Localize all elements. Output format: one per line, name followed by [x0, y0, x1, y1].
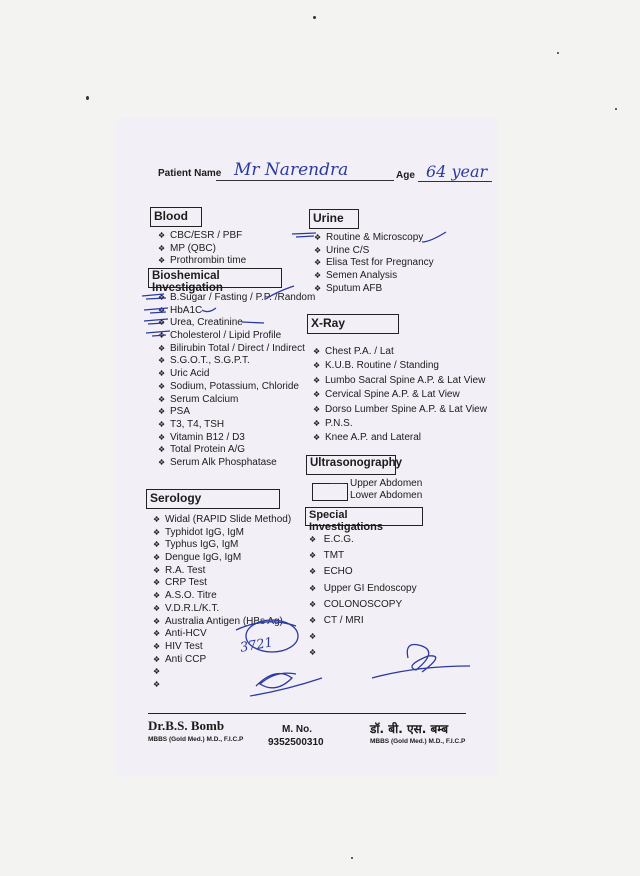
list-item: ❖ Total Protein A/G [158, 444, 246, 456]
list-item: ❖ Prothrombin time [158, 255, 247, 267]
age-label: Age [396, 170, 415, 181]
list-item: ❖ TMT [309, 550, 345, 562]
doctor-name-hi: डॉ. बी. एस. बम्ब [370, 722, 449, 736]
qualification-en: MBBS (Gold Med.) M.D., F.I.C.P [148, 736, 244, 743]
scan-speck [557, 52, 559, 54]
list-item: ❖ Anti-HCV [153, 628, 207, 640]
list-item: ❖ Serum Calcium [158, 393, 239, 405]
list-item: ❖ Urea, Creatinine [158, 317, 243, 329]
list-item: ❖ ECHO [309, 566, 353, 578]
list-item: ❖ Anti CCP [153, 653, 207, 665]
scan-speck [313, 16, 316, 19]
list-item: ❖ CT / MRI [309, 614, 364, 626]
scan-speck [351, 857, 353, 859]
list-item: ❖ HIV Test [153, 640, 203, 652]
list-item: ❖ PSA [158, 406, 191, 418]
list-item: ❖ Semen Analysis [314, 270, 398, 282]
patient-name-label: Patient Name [158, 168, 222, 179]
list-item: ❖ Dengue IgG, IgM [153, 552, 242, 564]
list-item: ❖ A.S.O. Titre [153, 590, 217, 602]
list-item: ❖ Sodium, Potassium, Chloride [158, 380, 299, 392]
list-item: ❖ R.A. Test [153, 564, 206, 576]
list-item: ❖ Widal (RAPID Slide Method) [153, 514, 292, 525]
list-item: ❖ Typhus IgG, IgM [153, 539, 239, 551]
list-item: ❖ [309, 632, 317, 642]
list-item: ❖ [153, 667, 161, 677]
pen-marks [116, 118, 498, 775]
list-item: ❖ Cervical Spine A.P. & Lat View [313, 389, 460, 401]
list-item: ❖ E.C.G. [309, 534, 354, 545]
list-item: ❖ Cholesterol / Lipid Profile [158, 330, 282, 342]
list-item: ❖ Elisa Test for Pregnancy [314, 257, 434, 269]
list-item: ❖ P.N.S. [313, 417, 353, 429]
doctor-name-en: Dr.B.S. Bomb [148, 718, 225, 733]
scan-speck [615, 108, 617, 110]
usg-item: Upper Abdomen [350, 478, 423, 489]
blood-section-title: Blood [150, 207, 202, 227]
serology-section-title: Serology [146, 489, 280, 509]
list-item: ❖ Knee A.P. and Lateral [313, 432, 422, 444]
list-item: ❖ Sputum AFB [314, 282, 383, 294]
list-item: ❖ Uric Acid [158, 368, 210, 380]
list-item: ❖ Serum Alk Phosphatase [158, 456, 277, 468]
list-item: ❖ CRP Test [153, 577, 207, 589]
list-item: ❖ Urine C/S [314, 244, 370, 256]
xray-section-title: X-Ray [307, 314, 399, 334]
list-item: ❖ Typhidot IgG, IgM [153, 526, 244, 538]
list-item: ❖ MP (QBC) [158, 242, 216, 254]
list-item: ❖ Dorso Lumber Spine A.P. & Lat View [313, 403, 487, 415]
list-item: ❖ V.D.R.L/K.T. [153, 602, 220, 614]
special-section-title: Special Investigations [305, 507, 423, 526]
list-item: ❖ Lumbo Sacral Spine A.P. & Lat View [313, 374, 486, 386]
scan-speck [86, 96, 89, 100]
list-item: ❖ B.Sugar / Fasting / P.P. /Random [158, 292, 316, 303]
biochemical-section-title: Bioshemical Investigation [148, 268, 282, 288]
list-item: ❖ COLONOSCOPY [309, 598, 403, 610]
list-item: ❖ Vitamin B12 / D3 [158, 431, 245, 443]
age-value: 64 year [426, 162, 488, 181]
list-item: ❖ Chest P.A. / Lat [313, 346, 394, 357]
prescription-sheet [116, 118, 498, 775]
list-item: ❖ Upper GI Endoscopy [309, 582, 417, 594]
mobile-number: 9352500310 [268, 737, 324, 748]
list-item: ❖ HbA1C [158, 304, 203, 316]
list-item: ❖ T3, T4, TSH [158, 418, 225, 430]
handwritten-note: 3721 [238, 635, 275, 656]
list-item: ❖ [153, 679, 161, 689]
mobile-label: M. No. [282, 724, 312, 735]
list-item: ❖ K.U.B. Routine / Standing [313, 360, 439, 372]
qualification-hi: MBBS (Gold Med.) M.D., F.I.C.P [370, 738, 466, 745]
list-item: ❖ [309, 648, 317, 658]
urine-section-title: Urine [309, 209, 359, 229]
list-item: ❖ Bilirubin Total / Direct / Indirect [158, 342, 305, 354]
list-item: ❖ Australia Antigen (HBs Ag) [153, 615, 283, 627]
footer-divider [148, 713, 466, 714]
usg-section-title: Ultrasonography [306, 455, 396, 475]
list-item: ❖ CBC/ESR / PBF [158, 230, 243, 241]
list-item: ❖ S.G.O.T., S.G.P.T. [158, 355, 250, 367]
list-item: ❖ Routine & Microscopy [314, 232, 424, 243]
usg-item: Lower Abdomen [350, 490, 423, 501]
patient-name-value: Mr Narendra [234, 160, 349, 180]
